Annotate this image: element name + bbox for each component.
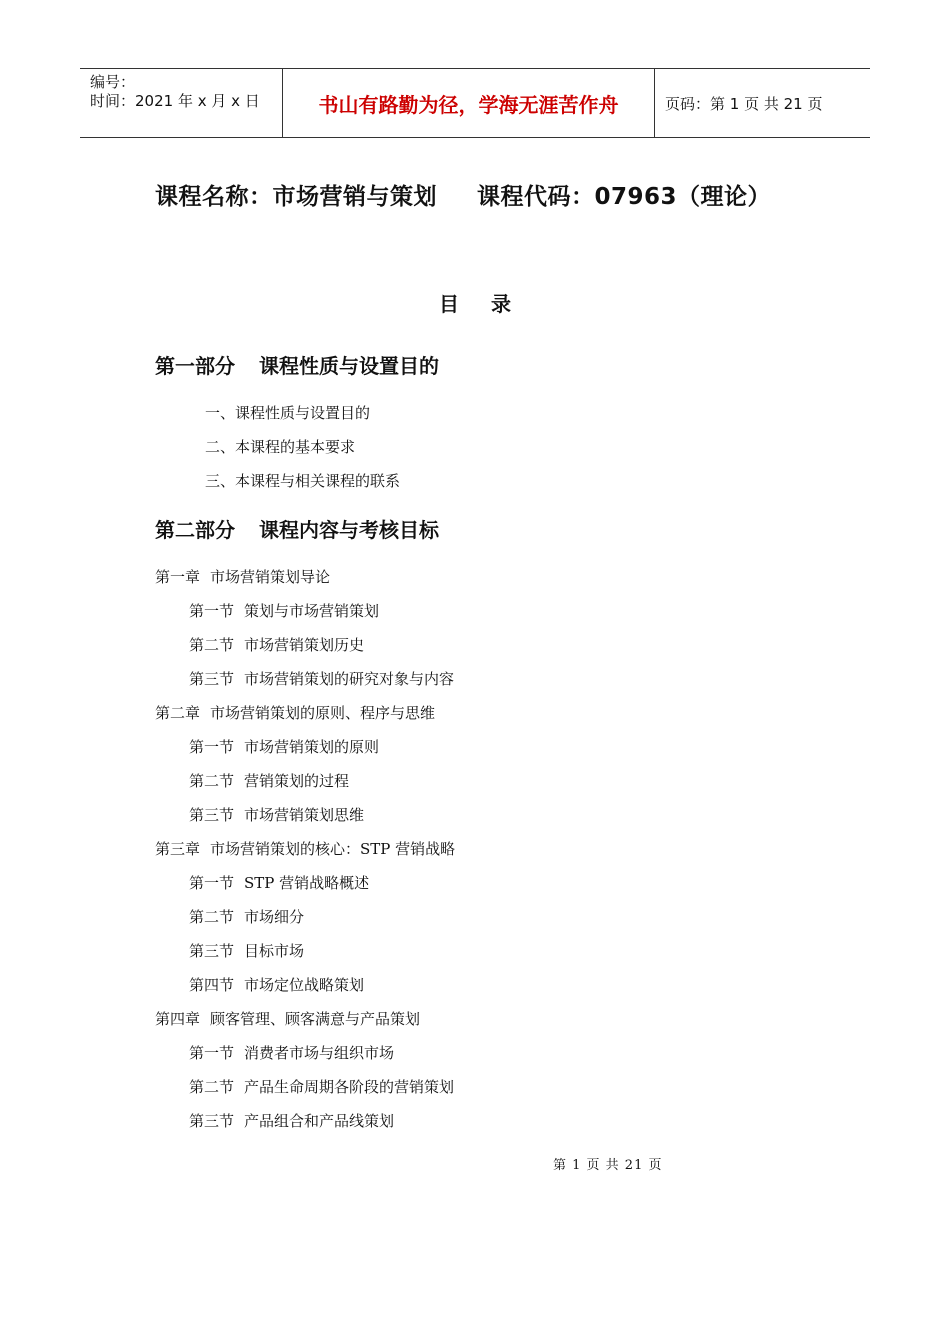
time-label: 时间：2021 年 x 月 x 日 bbox=[90, 92, 260, 110]
page-footer: 第 1 页 共 21 页 bbox=[553, 1158, 663, 1173]
entry-title: 市场营销策划的研究对象与内容 bbox=[244, 670, 455, 688]
part-heading-1 bbox=[155, 350, 439, 379]
entry-label: 第一章 bbox=[155, 568, 201, 586]
entry-title: 消费者市场与组织市场 bbox=[244, 1044, 395, 1062]
entry-label: 第一节 bbox=[189, 874, 235, 892]
toc-title: 目录 bbox=[439, 292, 543, 316]
part-heading-2 bbox=[155, 514, 439, 543]
entry-label: 第二节 bbox=[189, 772, 235, 790]
entry-title: 策划与市场营销策划 bbox=[244, 602, 380, 620]
course-code: 课程代码：07963（理论） bbox=[477, 184, 772, 210]
toc-section[interactable] bbox=[189, 601, 379, 621]
entry-label: 第二节 bbox=[189, 636, 235, 654]
toc-section[interactable] bbox=[189, 941, 304, 961]
part-title: 课程性质与设置目的 bbox=[259, 354, 439, 378]
page-header bbox=[80, 68, 870, 138]
toc-section[interactable] bbox=[189, 907, 304, 927]
entry-title: 目标市场 bbox=[244, 942, 305, 960]
entry-title: 市场营销策划的原则、程序与思维 bbox=[210, 704, 436, 722]
entry-title: 产品生命周期各阶段的营销策划 bbox=[244, 1078, 455, 1096]
entry-title: 市场定位战略策划 bbox=[244, 976, 365, 994]
toc-section[interactable] bbox=[189, 737, 379, 757]
number-label: 编号： bbox=[90, 73, 136, 91]
motto: 书山有路勤为径，学海无涯苦作舟 bbox=[318, 92, 619, 117]
entry-title: 营销策划的过程 bbox=[244, 772, 350, 790]
entry-label: 第三节 bbox=[189, 942, 235, 960]
entry-label: 第一节 bbox=[189, 1044, 235, 1062]
toc-section[interactable] bbox=[189, 1111, 394, 1131]
entry-label: 第三章 bbox=[155, 840, 201, 858]
toc-section[interactable] bbox=[189, 873, 369, 893]
entry-label: 第二节 bbox=[189, 908, 235, 926]
entry-title: 市场营销策划历史 bbox=[244, 636, 365, 654]
entry-title: 市场营销策划的原则 bbox=[244, 738, 380, 756]
part-label: 第二部分 bbox=[155, 518, 235, 542]
entry-label: 第四章 bbox=[155, 1010, 201, 1028]
entry-label: 第二节 bbox=[189, 1078, 235, 1096]
entry-title: 市场营销策划导论 bbox=[210, 568, 331, 586]
entry-label: 第一节 bbox=[189, 738, 235, 756]
toc-item[interactable]: 一、课程性质与设置目的 bbox=[205, 404, 371, 422]
page-info: 页码：第 1 页 共 21 页 bbox=[665, 94, 823, 113]
header-motto-cell bbox=[282, 69, 655, 137]
entry-title: 市场营销策划的核心：STP 营销战略 bbox=[210, 840, 456, 858]
entry-label: 第三节 bbox=[189, 670, 235, 688]
toc-section[interactable] bbox=[189, 1043, 394, 1063]
toc-section[interactable] bbox=[189, 1077, 454, 1097]
entry-title: 市场营销策划思维 bbox=[244, 806, 365, 824]
part-label: 第一部分 bbox=[155, 354, 235, 378]
toc-section[interactable] bbox=[189, 975, 364, 995]
toc-item[interactable]: 二、本课程的基本要求 bbox=[205, 438, 356, 456]
part-title: 课程内容与考核目标 bbox=[259, 518, 439, 542]
toc-chapter[interactable] bbox=[155, 703, 435, 723]
entry-title: 顾客管理、顾客满意与产品策划 bbox=[210, 1010, 421, 1028]
toc-section[interactable] bbox=[189, 805, 364, 825]
entry-label: 第四节 bbox=[189, 976, 235, 994]
course-heading bbox=[155, 178, 771, 211]
entry-label: 第三节 bbox=[189, 1112, 235, 1130]
toc-section[interactable] bbox=[189, 771, 349, 791]
toc-chapter[interactable] bbox=[155, 1009, 420, 1029]
header-meta bbox=[80, 69, 282, 137]
toc-item[interactable]: 三、本课程与相关课程的联系 bbox=[205, 472, 401, 490]
toc-chapter[interactable] bbox=[155, 839, 455, 859]
entry-title: 市场细分 bbox=[244, 908, 305, 926]
entry-title: 产品组合和产品线策划 bbox=[244, 1112, 395, 1130]
toc-section[interactable] bbox=[189, 635, 364, 655]
entry-label: 第一节 bbox=[189, 602, 235, 620]
entry-label: 第三节 bbox=[189, 806, 235, 824]
course-name: 课程名称：市场营销与策划 bbox=[155, 184, 437, 210]
toc-section[interactable] bbox=[189, 669, 454, 689]
entry-title: STP 营销战略概述 bbox=[244, 874, 370, 892]
toc-chapter[interactable] bbox=[155, 567, 330, 587]
entry-label: 第二章 bbox=[155, 704, 201, 722]
